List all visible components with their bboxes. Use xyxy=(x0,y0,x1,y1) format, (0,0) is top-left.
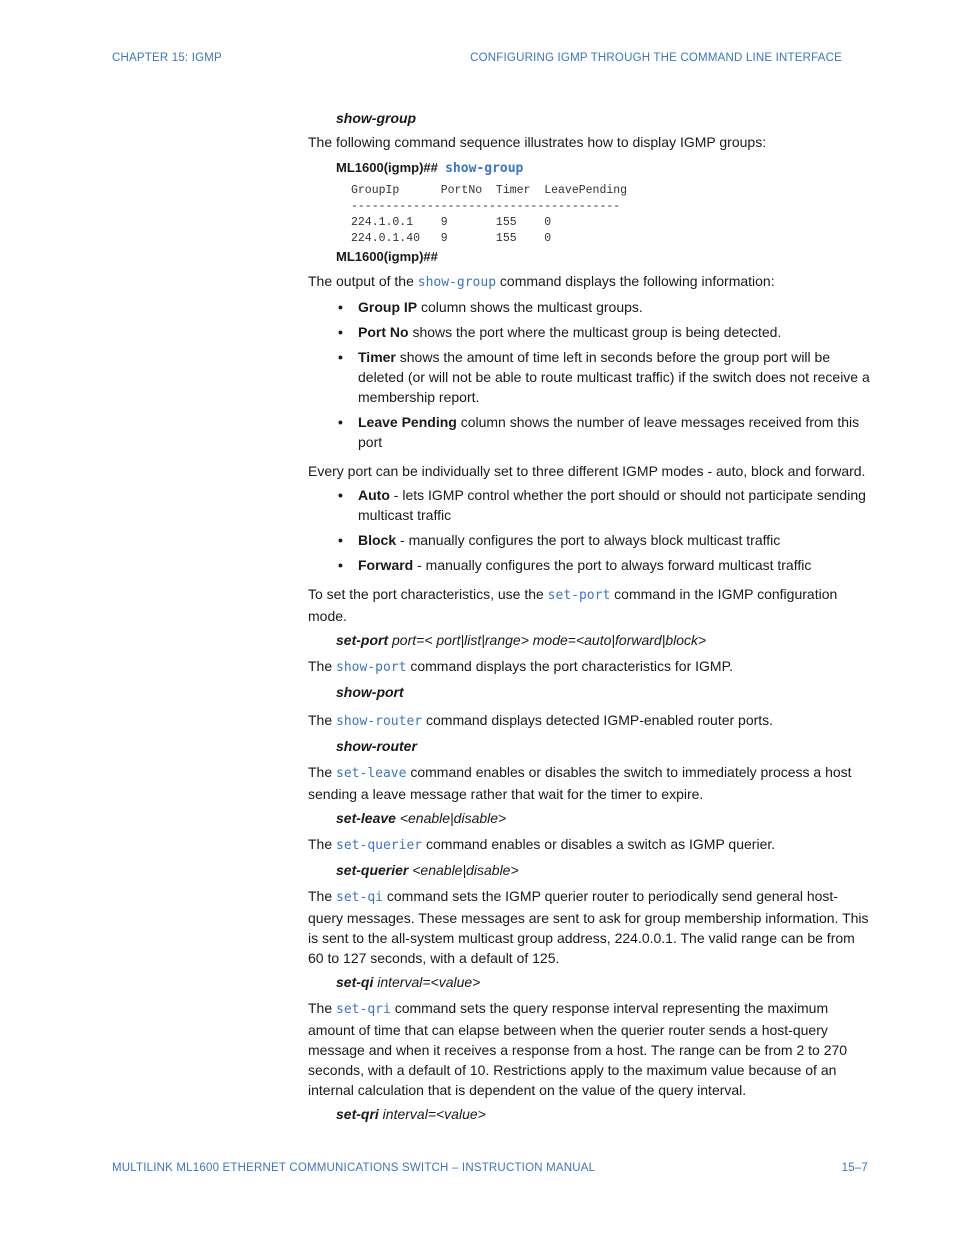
list-item: • Group IP column shows the multicast groups. xyxy=(358,297,870,317)
list-item: • Forward - manually configures the port to always forward multicast traffic xyxy=(358,555,870,575)
set-qri-link[interactable]: set-qri xyxy=(336,1002,391,1017)
show-port-syntax: show-port xyxy=(336,684,404,700)
modes-list xyxy=(308,485,870,575)
intro-paragraph: The following command sequence illustrates how to display IGMP groups: xyxy=(308,134,767,150)
running-footer-title: MULTILINK ML1600 ETHERNET COMMUNICATIONS SWITCH – INSTRUCTION MANUAL xyxy=(112,1162,596,1174)
set-querier-syntax: set-querier <enable|disable> xyxy=(336,862,519,878)
running-header-chapter: CHAPTER 15: IGMP xyxy=(112,52,222,64)
show-port-paragraph: The show-port command displays the port characteristics for IGMP. xyxy=(308,658,734,675)
list-item: • Block - manually configures the port to always block multicast traffic xyxy=(358,530,870,550)
set-qi-syntax: set-qi interval=<value> xyxy=(336,974,481,990)
show-port-link[interactable]: show-port xyxy=(336,660,407,675)
set-port-paragraph: To set the port characteristics, use the set-port command in the IGMP configuration mode. xyxy=(308,586,838,624)
set-leave-paragraph: The set-leave command enables or disables the switch to immediately process a host sending a leave message rather that wait for the timer to expire. xyxy=(308,764,852,802)
list-item: • Auto - lets IGMP control whether the port should or should not participate sending multicast traffic xyxy=(358,485,870,525)
list-item: • Port No shows the port where the multicast group is being detected. xyxy=(358,322,870,342)
show-router-paragraph: The show-router command displays detected IGMP-enabled router ports. xyxy=(308,712,774,729)
output-fields-list xyxy=(308,297,870,452)
output-description: The output of the show-group command displays the following information: xyxy=(308,273,775,290)
show-group-link[interactable]: show-group xyxy=(445,161,524,176)
show-group-link[interactable]: show-group xyxy=(417,275,497,290)
modes-intro: Every port can be individually set to three different IGMP modes - auto, block and forward. xyxy=(308,463,866,479)
show-router-syntax: show-router xyxy=(336,738,417,754)
set-qi-link[interactable]: set-qi xyxy=(336,890,383,905)
running-header-section: CONFIGURING IGMP THROUGH THE COMMAND LINE INTERFACE xyxy=(470,52,842,64)
set-qri-paragraph: The set-qri command sets the query response interval representing the maximum amount of time that can elapse between when the querier router sends a host-query message and when it receives a response from a host. The range can be from 2 to 270 seconds, with a default of 10. Restrictions apply to the maximum value because of an internal calculation that is dependent on the value of the query interval. xyxy=(308,1000,848,1098)
cli-output: GroupIp PortNo Timer LeavePending --------------------------------------- 224.1.0.1 9 155 0 224.0.1.40 9 155 0 xyxy=(351,184,628,245)
show-group-heading: show-group xyxy=(336,110,417,126)
prompt-text: ML1600(igmp)## xyxy=(336,160,438,175)
set-leave-syntax: set-leave <enable|disable> xyxy=(336,810,507,826)
set-qi-paragraph: The set-qi command sets the IGMP querier router to periodically send general host-query messages. These messages are sent to ask for group membership information. This is sent to the all-system multicast group address, 224.0.0.1. The valid range can be from 60 to 127 seconds, with a default of 125. xyxy=(308,888,869,966)
set-leave-link[interactable]: set-leave xyxy=(336,766,407,781)
page-number: 15–7 xyxy=(841,1162,868,1174)
cli-prompt xyxy=(336,158,870,179)
cli-prompt-end: ML1600(igmp)## xyxy=(336,249,438,264)
set-port-link[interactable]: set-port xyxy=(547,588,611,603)
show-router-link[interactable]: show-router xyxy=(336,714,423,729)
set-qri-syntax: set-qri interval=<value> xyxy=(336,1106,486,1122)
set-port-syntax: set-port port=< port|list|range> mode=<auto|forward|block> xyxy=(336,632,707,648)
page-body xyxy=(308,108,870,1124)
list-item: • Leave Pending column shows the number of leave messages received from this port xyxy=(358,412,870,452)
list-item: • Timer shows the amount of time left in seconds before the group port will be deleted (or will not be able to route multicast traffic) if the switch does not receive a membership report. xyxy=(358,347,870,407)
set-querier-paragraph: The set-querier command enables or disables a switch as IGMP querier. xyxy=(308,836,776,853)
set-querier-link[interactable]: set-querier xyxy=(336,838,423,853)
